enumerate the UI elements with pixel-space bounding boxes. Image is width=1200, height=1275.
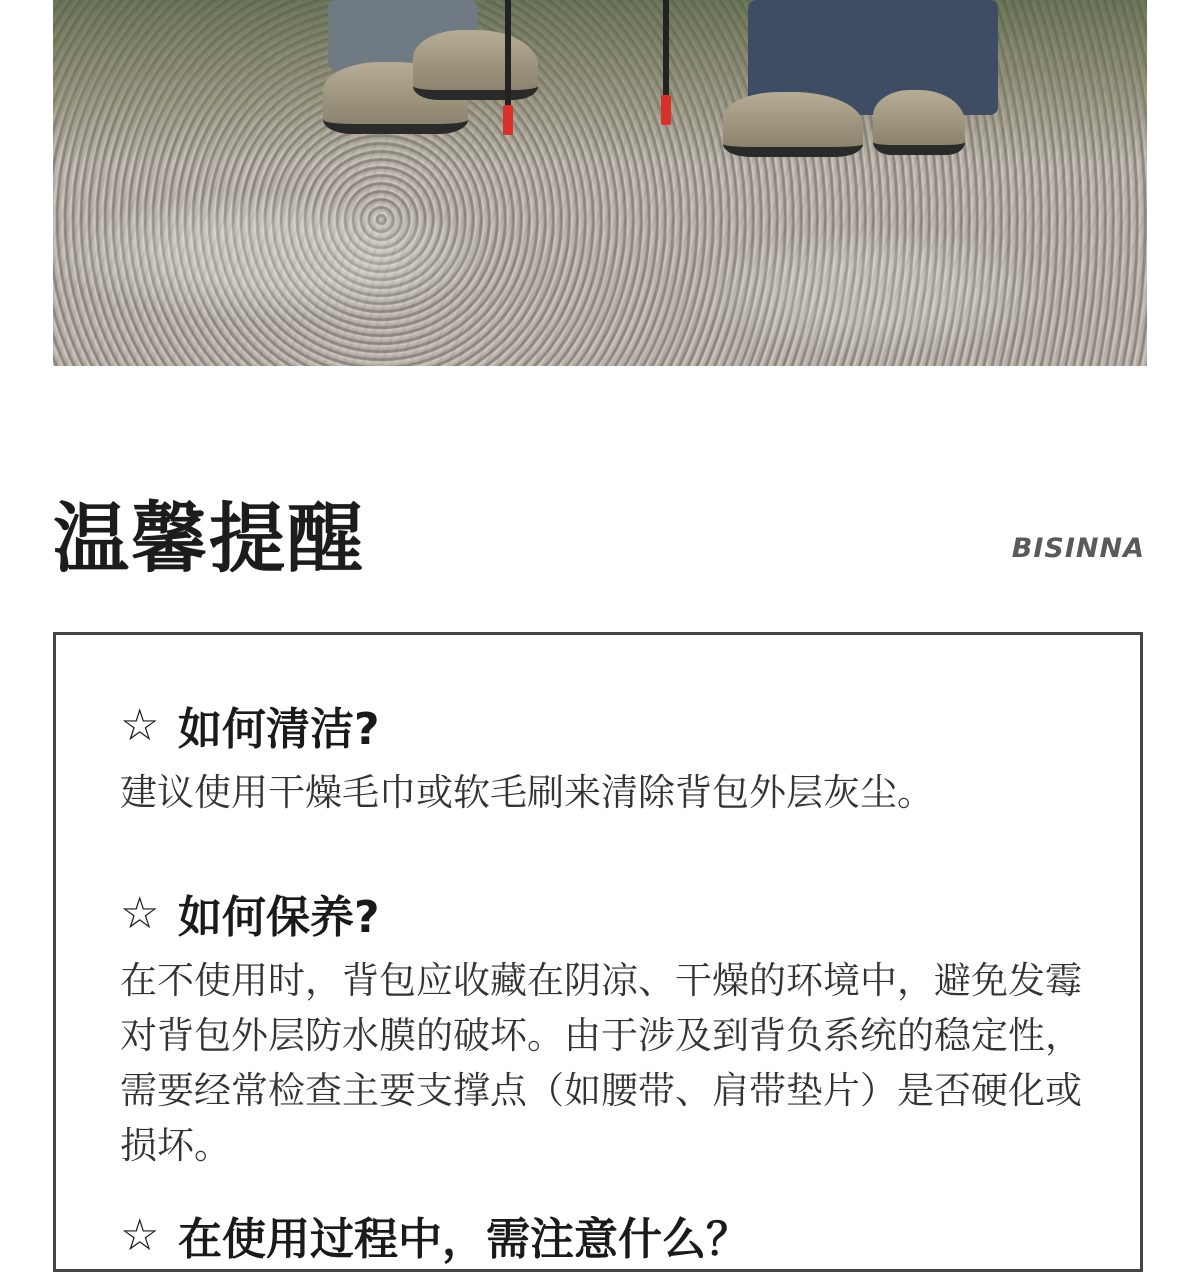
trekking-pole-left <box>505 0 511 120</box>
star-icon: ☆ <box>120 1209 160 1261</box>
faq-answer: 在不使用时，背包应收藏在阴凉、干燥的环境中，避免发霉对背包外层防水膜的破坏。由于涉及到背负系统的稳定性，需要经常检查主要支撑点（如腰带、肩带垫片）是否硬化或损坏。 <box>120 959 1082 1167</box>
faq-question <box>120 695 1100 755</box>
star-icon: ☆ <box>120 887 160 939</box>
faq-item-maintenance <box>120 883 1100 1173</box>
faq-question-text: 如何保养? <box>178 892 380 943</box>
faq-item-cleaning <box>120 695 1100 820</box>
faq-question-text: 在使用过程中，需注意什么？ <box>178 1214 750 1265</box>
section-title: 温馨提醒 <box>53 494 365 583</box>
right-hiker-shoe-back <box>873 90 965 155</box>
hero-photo <box>53 0 1147 366</box>
trekking-pole-right <box>663 0 669 100</box>
right-hiker-shoe <box>723 92 863 157</box>
faq-question <box>120 883 1100 943</box>
trekking-pole-tip-left <box>503 105 513 135</box>
faq-question <box>120 1205 1100 1265</box>
brand-logo: BISINNA <box>1011 533 1145 564</box>
faq-item-usage <box>120 1205 1100 1275</box>
tips-panel <box>53 632 1143 1272</box>
faq-answer: 建议使用干燥毛巾或软毛刷来清除背包外层灰尘。 <box>120 771 934 814</box>
star-icon: ☆ <box>120 699 160 751</box>
faq-question-text: 如何清洁? <box>178 704 380 755</box>
left-hiker-shoe-back <box>413 30 538 100</box>
trekking-pole-tip-right <box>661 95 671 125</box>
